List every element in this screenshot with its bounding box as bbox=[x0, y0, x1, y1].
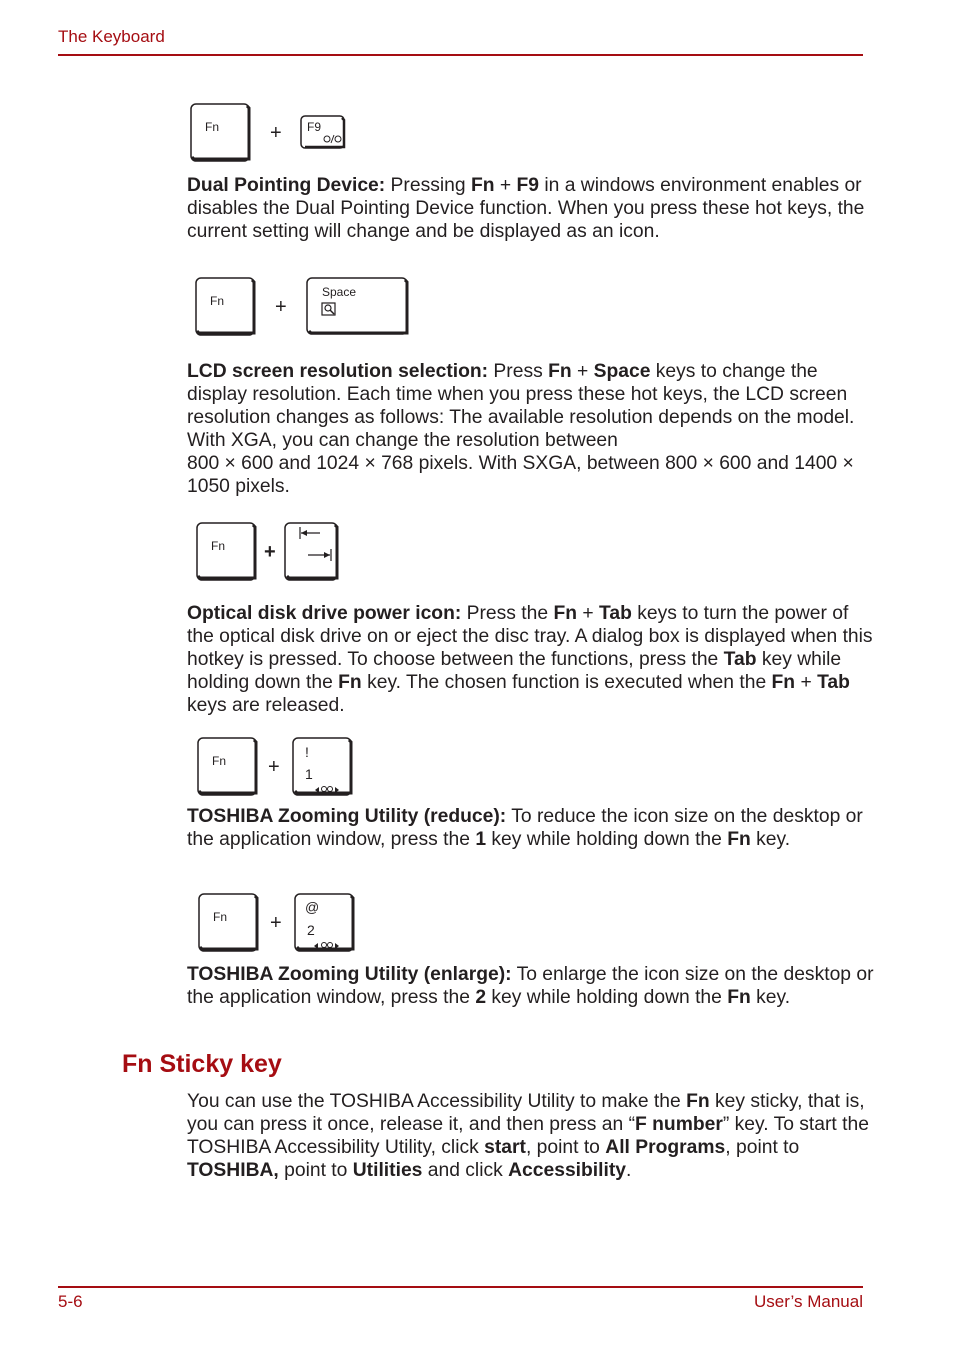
fn-2-keys bbox=[198, 893, 358, 953]
dual-pointing-paragraph: Dual Pointing Device: Pressing Fn + F9 in a windows environment enables or disables the Dual Pointing Device function. When you press these hot keys, the current setting will change and be displayed as an icon. bbox=[187, 175, 865, 242]
key-1-top-label: ! bbox=[305, 744, 309, 760]
fn-key-label: Fn bbox=[205, 120, 220, 134]
f9-key bbox=[301, 116, 344, 148]
key-1 bbox=[293, 738, 351, 795]
zoom-reduce-paragraph: TOSHIBA Zooming Utility (reduce): To reduce the icon size on the desktop or the application window, press the 1 key while holding down the Fn key. bbox=[187, 806, 863, 850]
section-heading: Fn Sticky key bbox=[122, 1050, 282, 1078]
plus-sign: + bbox=[275, 296, 287, 318]
key-1-bottom-label: 1 bbox=[305, 766, 313, 782]
f9-key-label: F9 bbox=[307, 120, 322, 134]
space-key-label: Space bbox=[322, 285, 357, 299]
fn-key-label: Fn bbox=[211, 539, 226, 553]
fn-key bbox=[198, 738, 256, 795]
running-header: The Keyboard bbox=[58, 27, 165, 46]
fn-space-keys bbox=[195, 277, 410, 337]
fn-key bbox=[191, 104, 249, 161]
plus-sign: + bbox=[270, 122, 282, 144]
header-rule bbox=[58, 54, 863, 56]
fn-sticky-paragraph: You can use the TOSHIBA Accessibility Utility to make the Fn key sticky, that is, you can press it once, release it, and then press an “F number” key. To start the TOSHIBA Accessibility Utility, click start, point to All Programs, point to TOSHIBA, point to Utilities and click Accessibility. bbox=[187, 1091, 869, 1181]
manual-title: User’s Manual bbox=[754, 1292, 863, 1311]
plus-sign: + bbox=[264, 541, 276, 563]
footer-rule bbox=[58, 1286, 863, 1288]
lcd-resolution-paragraph: LCD screen resolution selection: Press Fn + Space keys to change the display resolution. Each time when you press these hot keys, the LCD screen resolution changes as follows: The available resolution depends on the model. With XGA, you can change the resolution between 800 × 600 and 1024 × 768 pixels. With SXGA, between 800 × 600 and 1400 × 1050 pixels. bbox=[187, 361, 855, 497]
fn-1-keys bbox=[197, 737, 357, 797]
page-number: 5-6 bbox=[58, 1292, 83, 1311]
fn-key-label: Fn bbox=[210, 294, 225, 308]
fn-key-label: Fn bbox=[212, 754, 227, 768]
key-2 bbox=[295, 894, 353, 951]
zoom-enlarge-paragraph: TOSHIBA Zooming Utility (enlarge): To enlarge the icon size on the desktop or the application window, press the 2 key while holding down the Fn key. bbox=[187, 964, 874, 1008]
fn-key bbox=[199, 894, 257, 951]
tab-key bbox=[285, 523, 337, 580]
fn-key-label: Fn bbox=[213, 910, 228, 924]
fn-key bbox=[196, 278, 254, 335]
space-key bbox=[307, 278, 407, 334]
key-2-bottom-label: 2 bbox=[307, 922, 315, 938]
plus-sign: + bbox=[268, 756, 280, 778]
fn-tab-keys bbox=[196, 522, 341, 582]
key-2-top-label: @ bbox=[305, 899, 320, 915]
fn-key bbox=[197, 523, 255, 580]
optical-drive-paragraph: Optical disk drive power icon: Press the Fn + Tab keys to turn the power of the optical disk drive on or eject the disc tray. A dialog box is displayed when this hotkey is pressed. To choose between the functions, press the Tab key while holding down the Fn key. The chosen function is executed when the Fn + Tab keys are released. bbox=[187, 603, 873, 716]
plus-sign: + bbox=[270, 912, 282, 934]
fn-f9-keys bbox=[190, 103, 350, 163]
